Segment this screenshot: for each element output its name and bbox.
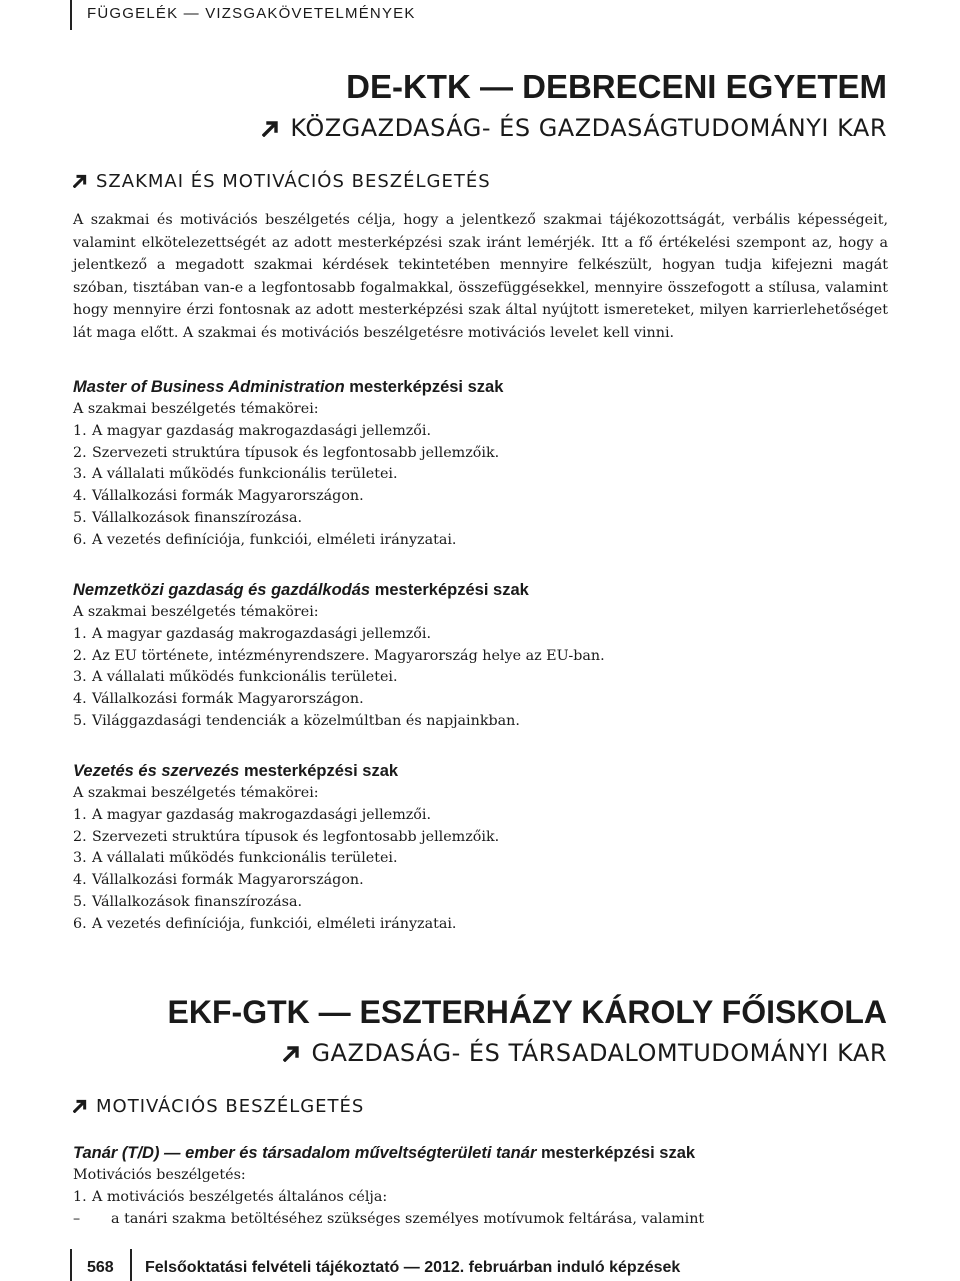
topic-list bbox=[73, 1187, 704, 1231]
list-item: 3. A vállalati működés funkcionális területei. bbox=[73, 850, 398, 867]
list-item: 6. A vezetés definíciója, funkciói, elméleti irányzatai. bbox=[73, 915, 457, 932]
faculty-subtitle bbox=[262, 114, 887, 142]
list-item: 5. Vállalkozások finanszírozása. bbox=[73, 509, 303, 526]
arrow-icon bbox=[283, 1044, 301, 1062]
section-heading bbox=[73, 1096, 364, 1117]
section-heading-text: SZAKMAI ÉS MOTIVÁCIÓS BESZÉLGETÉS bbox=[96, 171, 491, 192]
list-item: 3. A vállalati működés funkcionális területei. bbox=[73, 466, 398, 483]
list-item: 4. Vállalkozási formák Magyarországon. bbox=[73, 691, 364, 708]
page-number: 568 bbox=[87, 1259, 114, 1276]
list-item: 1. A magyar gazdaság makrogazdasági jellemzői. bbox=[73, 806, 432, 823]
program-intro: A szakmai beszélgetés témakörei: bbox=[73, 401, 319, 417]
topic-list bbox=[73, 421, 503, 552]
arrow-icon bbox=[262, 119, 280, 137]
list-item: 2. Szervezeti struktúra típusok és legfontosabb jellemzőik. bbox=[73, 828, 500, 845]
list-item: 1. A magyar gazdaság makrogazdasági jellemzői. bbox=[73, 422, 432, 439]
institution-title: DE-KTK — DEBRECENI EGYETEM bbox=[346, 68, 887, 105]
program-title: Tanár (T/D) — ember és társadalom műveltségterületi tanár mesterképzési szak bbox=[73, 1144, 696, 1162]
section-heading bbox=[73, 171, 491, 192]
faculty-name: KÖZGAZDASÁG- ÉS GAZDASÁGTUDOMÁNYI KAR bbox=[290, 114, 887, 142]
list-item: 2. Az EU története, intézményrendszere. Magyarország helye az EU-ban. bbox=[73, 647, 605, 664]
program-block bbox=[73, 375, 503, 552]
topic-list bbox=[73, 624, 605, 733]
program-intro: A szakmai beszélgetés témakörei: bbox=[73, 785, 319, 801]
program-block bbox=[73, 759, 499, 936]
footer-text: Felsőoktatási felvételi tájékoztató — 2012. februárban induló képzések bbox=[145, 1259, 681, 1276]
list-item: 1. A magyar gazdaság makrogazdasági jellemzői. bbox=[73, 625, 432, 642]
topic-list bbox=[73, 805, 499, 936]
section-heading-text: MOTIVÁCIÓS BESZÉLGETÉS bbox=[96, 1096, 365, 1117]
program-block bbox=[73, 578, 605, 733]
page-footer bbox=[70, 1249, 890, 1281]
faculty-name: GAZDASÁG- ÉS TÁRSADALOMTUDOMÁNYI KAR bbox=[311, 1039, 887, 1067]
footer-rule bbox=[70, 1249, 72, 1281]
program-title: Vezetés és szervezés mesterképzési szak bbox=[73, 762, 399, 780]
list-item: 5. Vállalkozások finanszírozása. bbox=[73, 893, 303, 910]
header-rule bbox=[70, 0, 72, 30]
arrow-icon bbox=[73, 173, 88, 188]
arrow-icon bbox=[73, 1098, 88, 1113]
list-item: 4. Vállalkozási formák Magyarországon. bbox=[73, 872, 364, 889]
list-item: 4. Vállalkozási formák Magyarországon. bbox=[73, 488, 364, 505]
footer-rule bbox=[130, 1249, 132, 1281]
intro-paragraph: A szakmai és motivációs beszélgetés célja, hogy a jelentkező szakmai tájékozottságát, verbális képességeit, valamint elkötelezettségét az adott mesterképzési szak iránt lemérjék. Itt a fő értékelési szempont az, hogy a jelentkező a megadott szakmai kérdések tekintetében mennyire felkészült, hogyan tudja kifejezni magát szóban, tisztában van-e a legfontosabb fogalmakkal, összefüggésekkel, mennyire összefogott a stílusa, valamint hogy mennyire érzi fontosnak az adott mesterképzési szak által nyújtott ismereteket, milyen karrierlehetőséget lát maga előtt. A szakmai és motivációs beszélgetésre motivációs levelet kell vinni. bbox=[73, 212, 888, 341]
institution-title: EKF-GTK — ESZTERHÁZY KÁROLY FŐISKOLA bbox=[167, 994, 887, 1030]
list-item: 2. Szervezeti struktúra típusok és legfontosabb jellemzőik. bbox=[73, 444, 500, 461]
running-title: FÜGGELÉK — VIZSGAKÖVETELMÉNYEK bbox=[87, 5, 416, 22]
program-block bbox=[73, 1141, 704, 1230]
program-intro: Motivációs beszélgetés: bbox=[73, 1167, 246, 1183]
list-item: 1. A motivációs beszélgetés általános célja: bbox=[73, 1188, 388, 1205]
program-title: Master of Business Administration mesterképzési szak bbox=[73, 378, 504, 396]
faculty-subtitle bbox=[283, 1039, 887, 1067]
program-title: Nemzetközi gazdaság és gazdálkodás mesterképzési szak bbox=[73, 581, 529, 599]
list-item: 3. A vállalati működés funkcionális területei. bbox=[73, 669, 398, 686]
program-intro: A szakmai beszélgetés témakörei: bbox=[73, 604, 319, 620]
list-item: 5. Világgazdasági tendenciák a közelmúltban és napjainkban. bbox=[73, 712, 520, 729]
list-item: – a tanári szakma betöltéséhez szükséges személyes motívumok feltárása, valamint bbox=[73, 1210, 705, 1227]
list-item: 6. A vezetés definíciója, funkciói, elméleti irányzatai. bbox=[73, 531, 457, 548]
